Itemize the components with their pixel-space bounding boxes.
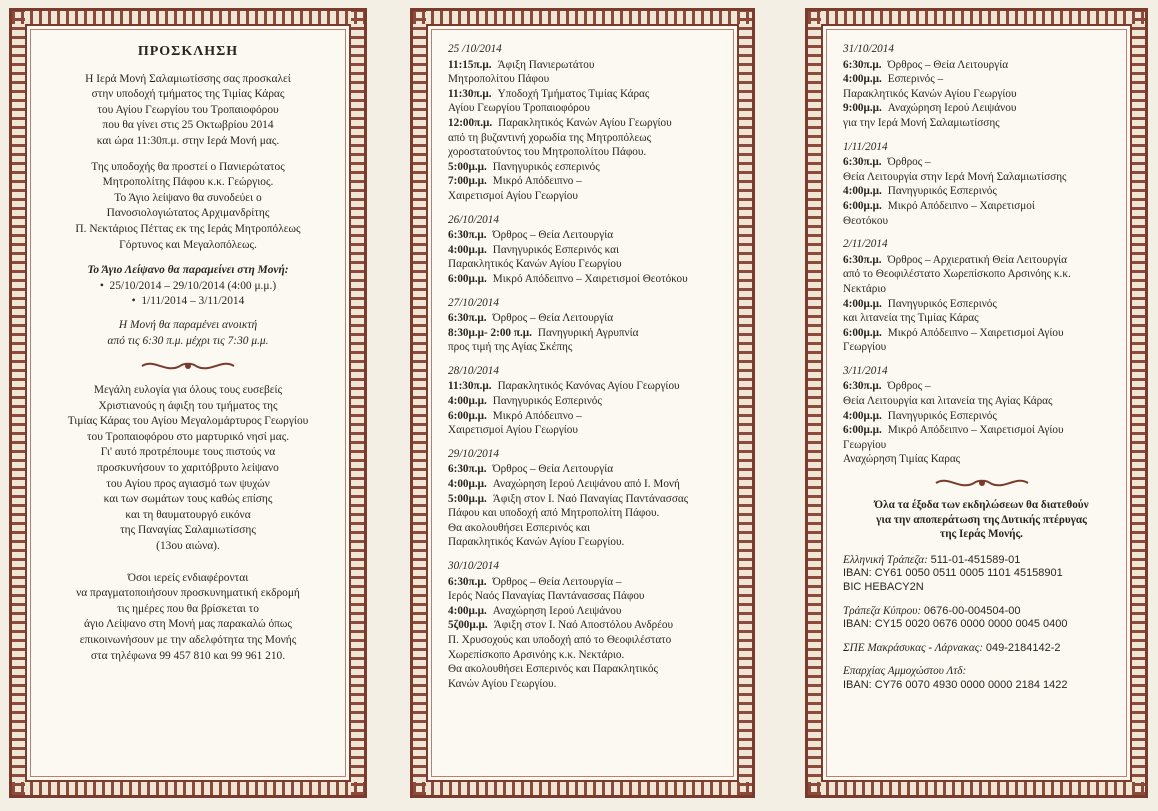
event-continuation: Κανών Αγίου Γεωργίου. [448, 677, 557, 690]
bank-account [843, 642, 1120, 656]
text-line: και των σωμάτων τους καθώς επίσης [103, 493, 273, 506]
schedule-event [843, 379, 1120, 394]
event-continuation: και λιτανεία της Τιμίας Κάρας [843, 312, 979, 325]
invitation-title: ΠΡΟΣΚΛΗΣΗ [137, 44, 239, 59]
event-time: 8:30μ.μ- 2:00 π.μ. [448, 326, 532, 339]
account-number: 0676-00-004504-00 [923, 604, 1021, 617]
text-line: Πανοσιολογιώτατος Αρχιμανδρίτης [106, 207, 270, 220]
schedule-event [843, 101, 1120, 116]
iban-line: BIC HEBACY2N [843, 581, 924, 593]
event-description: Όρθρος – Θεία Λειτουργία [492, 229, 614, 242]
event-description: Όρθρος – Αρχιερατική Θεία Λειτουργία [887, 253, 1068, 266]
opening-hours [43, 318, 333, 349]
schedule-date: 25 /10/2014 [448, 43, 502, 55]
event-continuation: Γεωργίου [843, 341, 887, 354]
event-description: Αναχώρηση Ιερού Λειψάνου [887, 102, 1017, 115]
event-continuation: Πάφου και υποδοχή από Μητροπολίτη Πάφου. [448, 507, 660, 520]
text-line: να πραγματοποιήσουν προσκυνηματική εκδρομή [76, 587, 300, 600]
event-continuation: Χαιρετισμοί Αγίου Γεωργίου [448, 424, 578, 437]
event-time: 11:30π.μ. [448, 380, 492, 393]
schedule-day [448, 213, 727, 287]
event-time: 11:30π.μ. [448, 87, 492, 100]
remains-heading: Το Άγιο Λείψανο θα παραμείνει στη Μονή: [87, 264, 289, 277]
event-continuation: Νεκτάριο [843, 282, 886, 295]
event-description: Εσπερινός – [887, 73, 944, 86]
event-description: Όρθρος – [887, 380, 931, 393]
event-continuation: Ιερός Ναός Παναγίας Παντάνασσας Πάφου [448, 590, 645, 603]
schedule-event [448, 228, 727, 243]
schedule-panel-right [805, 8, 1148, 798]
remains-date-item: • 1/11/2014 – 3/11/2014 [43, 294, 333, 310]
event-description: Πανηγυρικός Εσπερινός [492, 395, 602, 408]
schedule-event [448, 174, 727, 189]
text-line: του Τροπαιοφόρου στο μαρτυρικό νησί μας. [86, 430, 290, 443]
text-line: Μεγάλη ευλογία για όλους τους ευσεβείς [93, 384, 283, 397]
schedule-frame-right [821, 24, 1132, 782]
event-time: 4:00μ.μ. [843, 409, 882, 422]
schedule-event [448, 409, 727, 424]
bank-account [843, 554, 1120, 595]
event-continuation: Θα ακολουθήσει Εσπερινός και [448, 521, 590, 534]
event-description: Αναχώρηση Ιερού Λειψάνου [492, 604, 622, 617]
text-line: της Παναγίας Σαλαμιωτίσσης [120, 524, 256, 537]
escort-paragraph [43, 160, 333, 254]
event-description: Όρθρος – Θεία Λειτουργία [887, 58, 1009, 71]
iban-line: IBAN: CY76 0070 4930 0000 0000 2184 1422 [843, 678, 1068, 691]
event-description: Πανηγυρικός Εσπερινός [887, 297, 997, 310]
ornament-divider-icon [934, 476, 1030, 490]
event-continuation: Θα ακολουθήσει Εσπερινός και Παρακλητικός [448, 663, 658, 676]
event-time: 6:30π.μ. [843, 380, 882, 393]
schedule-event [843, 184, 1120, 199]
event-time: 6:30π.μ. [448, 463, 487, 476]
text-line: στα τηλέφωνα 99 457 810 και 99 961 210. [90, 649, 286, 662]
iban-line: IBAN: CY15 0020 0676 0000 0000 0045 0400 [843, 618, 1068, 631]
remains-dates-list [43, 279, 333, 310]
event-continuation: Θεία Λειτουργία και λιτανεία της Αγίας Κάρας [843, 395, 1053, 408]
schedule-date: 26/10/2014 [448, 213, 499, 226]
event-time: 4:00μ.μ. [843, 297, 882, 310]
schedule-event [448, 492, 727, 507]
schedule-event [843, 58, 1120, 73]
bank-name: ΣΠΕ Μακράσυκας - Λάρνακας: [843, 641, 984, 654]
event-time: 12:00π.μ. [448, 116, 493, 129]
text-line: Όλα τα έξοδα των εκδηλώσεων θα διατεθούν [874, 499, 1089, 512]
bank-name: Ελληνική Τράπεζα: [843, 553, 928, 566]
event-time: 5:00μ.μ. [448, 160, 487, 173]
event-time: 6:30π.μ. [448, 575, 487, 588]
text-line: Π. Νεκτάριος Πέττας εκ της Ιεράς Μητροπόλεως [75, 222, 301, 235]
bank-header [843, 642, 1120, 656]
schedule-event [448, 379, 727, 394]
schedule-date: 27/10/2014 [448, 296, 499, 309]
event-continuation: Θεία Λειτουργία στην Ιερά Μονή Σαλαμιωτίσσης [843, 170, 1067, 183]
event-time: 6:30π.μ. [843, 156, 882, 169]
event-description: Όρθρος – Θεία Λειτουργία [492, 312, 614, 325]
bank-account [843, 665, 1120, 692]
text-line: του Αγίου προς αγιασμό των ψυχών [106, 477, 270, 490]
event-time: 5:00μ.μ. [448, 492, 487, 505]
event-time: 4:00μ.μ. [448, 604, 487, 617]
bank-name: Τράπεζα Κύπρου: [843, 604, 922, 617]
schedule-date: 1/11/2014 [843, 140, 888, 153]
event-time: 5ζ00μ.μ. [448, 619, 488, 632]
event-continuation: προς τιμή της Αγίας Σκέπης [448, 341, 573, 354]
text-line: για την αποπεράτωση της Δυτικής πτέρυγας [876, 513, 1087, 526]
schedule-event [448, 477, 727, 492]
schedule-event [448, 311, 727, 326]
bank-name: Επαρχίας Αμμοχώστου Λτδ: [843, 665, 967, 678]
schedule-day [843, 364, 1120, 467]
event-time: 9:00μ.μ. [843, 102, 882, 115]
schedule-day [843, 237, 1120, 355]
event-time: 4:00μ.μ. [843, 185, 882, 198]
text-line: Η Ιερά Μονή Σαλαμιωτίσσης σας προσκαλεί [85, 72, 291, 85]
schedule-day [843, 42, 1120, 131]
event-description: Άφιξη Πανιερωτάτου [497, 58, 595, 71]
event-time: 6:30π.μ. [448, 312, 487, 325]
text-line: Μητροπολίτης Πάφου κ.κ. Γεώργιος. [102, 176, 274, 189]
remains-date-item: • 25/10/2014 – 29/10/2014 (4:00 μ.μ.) [43, 279, 333, 295]
event-description: Μικρό Απόδειπνο – [492, 409, 582, 422]
schedule-date: 29/10/2014 [448, 447, 499, 460]
schedule-event [843, 72, 1120, 87]
ornament-divider-icon [140, 359, 236, 373]
text-line: προσκυνήσουν το χαριτόβρυτο λείψανο [97, 462, 279, 475]
event-description: Άφιξη στον Ι. Ναό Αποστόλου Ανδρέου [493, 619, 674, 632]
text-line: Γόρτυνος και Μεγαλοπόλεως. [119, 238, 257, 251]
schedule-event [843, 297, 1120, 312]
priests-contact-paragraph [43, 571, 333, 665]
event-continuation: από τη βυζαντινή χορωδία της Μητροπόλεως [448, 131, 652, 144]
text-line: άγιο Λείψανο στη Μονή μας παρακαλώ όπως [84, 618, 292, 631]
iban-line: IBAN: CY61 0050 0511 0005 1101 45158901 [843, 567, 1063, 580]
event-time: 6:00μ.μ. [843, 199, 882, 212]
event-description: Μικρό Απόδειπνο – Χαιρετισμοί Αγίου [887, 424, 1064, 437]
text-line: επικοινωνήσουν με την αδελφότητα της Μονής [79, 634, 297, 646]
event-continuation: Χαιρετισμοί Αγίου Γεωργίου [448, 189, 578, 202]
event-description: Πανηγυρικός Εσπερινός [887, 409, 997, 422]
event-description: Πανηγυρικός Εσπερινός και [492, 243, 620, 256]
event-time: 4:00μ.μ. [448, 478, 487, 491]
bank-header [843, 605, 1120, 619]
schedule-event [448, 604, 727, 619]
schedule-event [448, 243, 727, 258]
schedule-list-middle [428, 26, 737, 691]
schedule-date: 2/11/2014 [843, 238, 888, 251]
expenses-note [843, 498, 1120, 542]
event-time: 4:00μ.μ. [448, 243, 487, 256]
text-line: από τις 6:30 π.μ. μέχρι τις 7:30 μ.μ. [107, 334, 269, 347]
schedule-day [448, 447, 727, 550]
text-line: που θα γίνει στις 25 Οκτωβρίου 2014 [102, 119, 274, 132]
schedule-event [843, 155, 1120, 170]
event-time: 4:00μ.μ. [448, 395, 487, 408]
event-continuation: για την Ιερά Μονή Σαλαμιωτίσσης [843, 116, 1000, 129]
text-line: του Αγίου Γεωργίου του Τροπαιοφόρου [97, 103, 279, 116]
event-time: 6:00μ.μ. [843, 424, 882, 437]
text-line: στην υποδοχή τμήματος της Τιμίας Κάρας [91, 88, 285, 101]
event-description: Όρθρος – [887, 156, 931, 169]
schedule-event [843, 326, 1120, 341]
schedule-date: 31/10/2014 [843, 43, 894, 55]
event-continuation: από το Θεοφιλέστατο Χωρεπίσκοπο Αρσινόης κ.κ. [843, 268, 1071, 281]
schedule-event [448, 462, 727, 477]
event-description: Πανηγυρικός Εσπερινός [887, 185, 997, 198]
schedule-frame-middle [426, 24, 739, 782]
event-continuation: Αναχώρηση Τιμίας Καρας [843, 453, 961, 466]
schedule-event [448, 394, 727, 409]
event-continuation: Θεοτόκου [843, 214, 888, 227]
text-line: της Ιεράς Μονής. [940, 528, 1023, 541]
event-time: 4:00μ.μ. [843, 73, 882, 86]
event-continuation: Παρακλητικός Κανών Αγίου Γεωργίου [448, 258, 622, 271]
bank-accounts [843, 554, 1120, 693]
schedule-panel-middle [410, 8, 755, 798]
schedule-event [448, 326, 727, 341]
account-number: 049-2184142-2 [985, 641, 1061, 654]
invitation-paragraph [43, 72, 333, 150]
schedule-date: 3/11/2014 [843, 364, 888, 377]
text-line: Τιμίας Κάρας του Αγίου Μεγαλομάρτυρος Γεωργίου [67, 415, 309, 428]
schedule-day [448, 42, 727, 204]
schedule-event [448, 618, 727, 633]
event-description: Μικρό Απόδειπνο – [492, 175, 582, 188]
text-line: Χριστιανούς η άφιξη του τμήματος της [98, 399, 278, 412]
schedule-event [448, 160, 727, 175]
event-time: 6:00μ.μ. [843, 326, 882, 339]
schedule-date: 30/10/2014 [448, 560, 499, 572]
invitation-panel [9, 8, 367, 798]
schedule-date: 28/10/2014 [448, 364, 499, 377]
event-time: 6:30π.μ. [843, 58, 882, 71]
event-description: Μικρό Απόδειπνο – Χαιρετισμοί [887, 199, 1035, 212]
event-time: 6:00μ.μ. [448, 272, 487, 285]
text-line: και ώρα 11:30π.μ. στην Ιερά Μονή μας. [96, 134, 280, 147]
event-time: 6:00μ.μ. [448, 409, 487, 422]
text-line: Γι' αυτό προτρέπουμε τους πιστούς να [100, 446, 276, 459]
event-time: 7:00μ.μ. [448, 175, 487, 188]
event-description: Μικρό Απόδειπνο – Χαιρετισμοί Θεοτόκου [492, 272, 688, 285]
schedule-event [843, 409, 1120, 424]
event-description: Όρθρος – Θεία Λειτουργία [492, 463, 614, 476]
bank-header [843, 554, 1120, 568]
schedule-event [448, 58, 727, 73]
event-description: Μικρό Απόδειπνο – Χαιρετισμοί Αγίου [887, 326, 1064, 339]
schedule-event [448, 272, 727, 287]
event-description: Πανηγυρική Αγρυπνία [537, 326, 639, 339]
text-line: τις ημέρες που θα βρίσκεται το [117, 602, 259, 615]
text-line: Η Μονή θα παραμένει ανοικτή [118, 318, 258, 331]
bank-header [843, 665, 1120, 679]
event-time: 6:30π.μ. [448, 229, 487, 242]
text-line: Όσοι ιερείς ενδιαφέρονται [127, 571, 249, 584]
schedule-event [843, 423, 1120, 438]
schedule-day [843, 140, 1120, 229]
event-continuation: Μητροπολίτου Πάφου [448, 73, 550, 86]
event-time: 11:15π.μ. [448, 58, 492, 71]
text-line: Το Άγιο λείψανο θα συνοδεύει ο [114, 191, 262, 204]
event-description: Παρακλητικός Κανόνας Αγίου Γεωργίου [497, 380, 680, 393]
account-number: 511-01-451589-01 [930, 553, 1021, 566]
schedule-event [843, 253, 1120, 268]
event-continuation: Παρακλητικός Κανών Αγίου Γεωργίου [843, 87, 1017, 100]
schedule-event [448, 575, 727, 590]
schedule-event [448, 116, 727, 131]
schedule-day [448, 296, 727, 355]
event-description: Άφιξη στον Ι. Ναό Παναγίας Παντάνασσας [492, 492, 689, 505]
event-continuation: Αγίου Γεωργίου Τροπαιοφόρου [448, 102, 590, 115]
event-continuation: Χωρεπίσκοπο Αρσινόης κ.κ. Νεκτάριο. [448, 648, 625, 661]
event-continuation: Π. Χρυσοχούς και υποδοχή από το Θεοφιλέστατο [448, 633, 672, 646]
schedule-list-right [823, 26, 1130, 467]
bank-account [843, 605, 1120, 632]
text-line: (13ου αιώνα). [156, 540, 220, 553]
schedule-day [448, 559, 727, 691]
event-continuation: Γεωργίου [843, 438, 887, 451]
event-description: Υποδοχή Τμήματος Τιμίας Κάρας [497, 87, 650, 100]
event-description: Πανηγυρικός εσπερινός [492, 160, 600, 173]
event-description: Όρθρος – Θεία Λειτουργία – [492, 575, 622, 588]
schedule-event [843, 199, 1120, 214]
event-continuation: Παρακλητικός Κανών Αγίου Γεωργίου. [448, 536, 625, 549]
schedule-day [448, 364, 727, 438]
event-time: 6:30π.μ. [843, 253, 882, 266]
text-line: Της υποδοχής θα προστεί ο Πανιερώτατος [91, 160, 285, 173]
invitation-frame [25, 24, 351, 782]
schedule-event [448, 87, 727, 102]
blessing-paragraph [43, 383, 333, 555]
event-continuation: χοροστατούντος του Μητροπολίτου Πάφου. [448, 146, 647, 159]
event-description: Αναχώρηση Ιερού Λειψάνου από Ι. Μονή [492, 478, 680, 491]
text-line: και τη θαυματουργό εικόνα [125, 508, 251, 521]
event-description: Παρακλητικός Κανών Αγίου Γεωργίου [498, 116, 672, 129]
